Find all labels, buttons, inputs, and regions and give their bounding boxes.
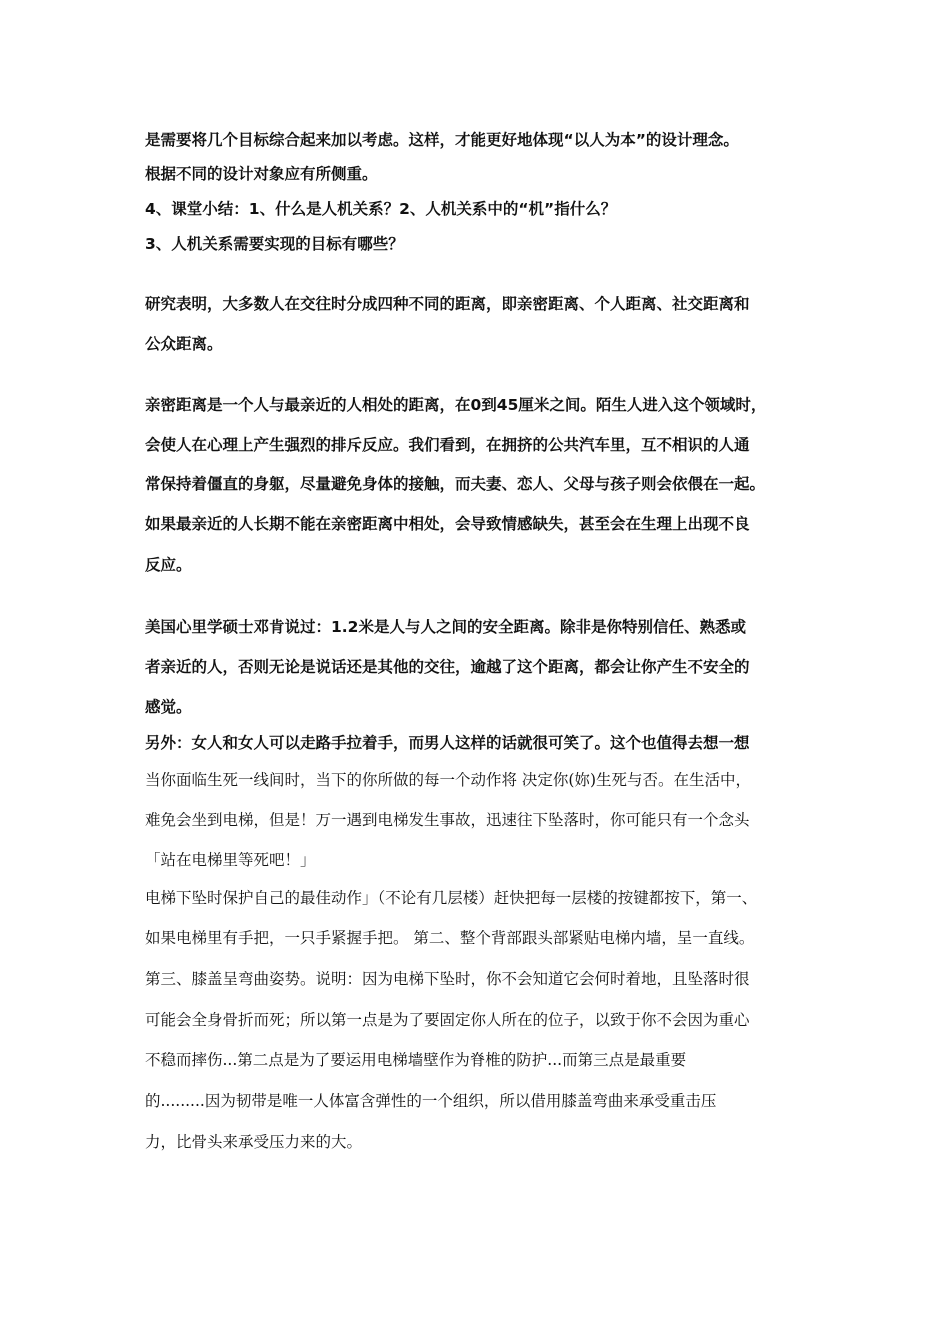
- paragraph-line: 公众距离。: [145, 335, 223, 353]
- paragraph-line: 第三、膝盖呈弯曲姿势。说明：因为电梯下坠时，你不会知道它会何时着地，且坠落时很: [145, 970, 750, 988]
- paragraph-line: 难免会坐到电梯，但是！万一遇到电梯发生事故，迅速往下坠落时，你可能只有一个念头: [145, 811, 750, 829]
- paragraph-line: 如果最亲近的人长期不能在亲密距离中相处，会导致情感缺失，甚至会在生理上出现不良: [145, 515, 750, 533]
- paragraph-line: 的.........因为韧带是唯一人体富含弹性的一个组织，所以借用膝盖弯曲来承受重击压: [145, 1092, 717, 1110]
- paragraph-line: 可能会全身骨折而死；所以第一点是为了要固定你人所在的位子，以致于你不会因为重心: [145, 1011, 750, 1029]
- paragraph-line: 3、人机关系需要实现的目标有哪些？: [145, 235, 404, 253]
- paragraph-line: 者亲近的人，否则无论是说话还是其他的交往，逾越了这个距离，都会让你产生不安全的: [145, 658, 750, 676]
- paragraph-line: 根据不同的设计对象应有所侧重。: [145, 165, 378, 183]
- paragraph-line: 感觉。: [145, 698, 192, 716]
- paragraph-line: 不稳而摔伤...第二点是为了要运用电梯墙壁作为脊椎的防护...而第三点是最重要: [145, 1051, 687, 1069]
- paragraph-line: 反应。: [145, 556, 192, 574]
- paragraph-line: 力，比骨头来承受压力来的大。: [145, 1133, 363, 1151]
- paragraph-line: 会使人在心理上产生强烈的排斥反应。我们看到，在拥挤的公共汽车里，互不相识的人通: [145, 436, 750, 454]
- paragraph-line: 4、课堂小结：1、什么是人机关系？2、人机关系中的“机”指什么？: [145, 200, 617, 218]
- paragraph-line: 亲密距离是一个人与最亲近的人相处的距离，在0到45厘米之间。陌生人进入这个领域时，: [145, 396, 767, 414]
- paragraph-line: 是需要将几个目标综合起来加以考虑。这样，才能更好地体现“以人为本”的设计理念。: [145, 131, 739, 149]
- paragraph-line: 电梯下坠时保护自己的最佳动作」（不论有几层楼）赶快把每一层楼的按键都按下，第一、: [145, 889, 758, 907]
- paragraph-line: 「站在电梯里等死吧！」: [145, 851, 316, 869]
- paragraph-line: 美国心里学硕士邓肯说过：1.2米是人与人之间的安全距离。除非是你特别信任、熟悉或: [145, 618, 746, 636]
- paragraph-line: 研究表明，大多数人在交往时分成四种不同的距离，即亲密距离、个人距离、社交距离和: [145, 295, 750, 313]
- paragraph-line: 当你面临生死一线间时，当下的你所做的每一个动作将 决定你(妳)生死与否。在生活中，: [145, 771, 752, 789]
- paragraph-line: 如果电梯里有手把，一只手紧握手把。 第二、整个背部跟头部紧贴电梯内墙，呈一直线。: [145, 929, 755, 947]
- paragraph-line: 常保持着僵直的身躯，尽量避免身体的接触，而夫妻、恋人、父母与孩子则会依偎在一起。: [145, 475, 766, 493]
- paragraph-line: 另外：女人和女人可以走路手拉着手，而男人这样的话就很可笑了。这个也值得去想一想: [145, 734, 750, 752]
